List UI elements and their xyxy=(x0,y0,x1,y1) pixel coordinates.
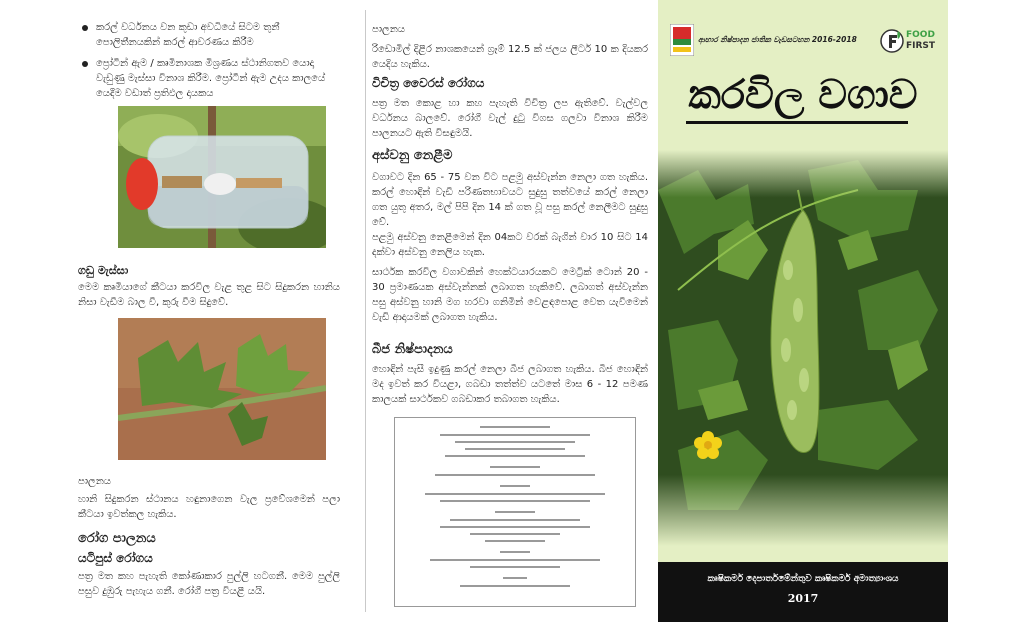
control-heading: පාලනය xyxy=(78,476,111,487)
seed-heading: බීජ නිෂ්පාදනය xyxy=(372,342,453,357)
food-first-logo xyxy=(880,28,940,54)
ministry-logo-icon xyxy=(670,24,694,56)
cover-footer xyxy=(658,562,948,622)
title-underline xyxy=(686,121,908,124)
bitter-gourd-photo xyxy=(658,150,948,546)
program-line: ආහාර නිෂ්පාදන ජාතික වැඩසටහන 2016-2018 xyxy=(698,35,857,44)
control-heading: පාලනය xyxy=(372,24,405,35)
seed-text: හොඳින් පැසී ඉදුණු කරල් නෙලා බීජ ලබාගත හැකිය. බීජ හොඳින් මද ඉවත් කර වියළා, ගබඩා තත්ත්ව යටතේ මාස 6 - 12 පමණ කාලයක් සාර්ථකව ගබඩාකර තබාගත හැකිය. xyxy=(372,364,648,405)
ministry-logo xyxy=(670,24,694,56)
cover-panel xyxy=(658,0,948,622)
footer-year: 2017 xyxy=(787,592,819,605)
food-first-f-icon xyxy=(880,29,904,53)
left-column xyxy=(78,0,360,622)
virus-heading: විචිත්‍ර වෛරස් රෝගය xyxy=(372,76,485,90)
fly-trap-photo xyxy=(118,106,326,248)
gall-fly-text: මෙම කෘමියාගේ කීටයා කරවිල වැළ තුළ සිට සිදුකරන හානිය නිසා වැඩීම බාල වී, කුරු වීම සිදුවේ. xyxy=(78,282,340,308)
harvest-text-3: සාර්ථක කරවිල වගාවකින් හෙක්ටයාරයකට මෙට්‍රික් ටොන් 20 - 30 ප්‍රමාණයක අස්වැන්නක් ලබාගත හැකිවේ. ලබාගත් අස්වැන්න පසු අස්වනු හානි මග හරවා ගනිමින් වෙළඳපොළ වෙත යැවීමෙන් වැඩි ආදායමක් ලබාගත හැකිය. xyxy=(372,267,648,323)
gall-fly-heading: ගඩු මැස්සා xyxy=(78,264,129,277)
footer-department-line: කෘෂිකර්ම දෙපාර්තමේන්තුව කෘෂිකර්ම අමාත්‍යාංශය xyxy=(707,574,899,584)
disease-control-heading: රෝග පාලනය xyxy=(78,531,156,546)
food-first-bottom: FIRST xyxy=(906,41,936,51)
yellow-spot-text: පත්‍ර මත කහ පැහැති කෝණාකාර පුල්ලි හටගනී. මෙම පුල්ලි පසුව දුඹුරු පැහැය ගනී. රෝගී පත්‍ර වියළී යයි. xyxy=(78,571,340,597)
fly-trap-illustration xyxy=(118,106,326,248)
control-text: රිඩොමිල් දිළීර නාශකයෙන් ග්‍රෑම් 12.5 ක් ජලය ලීටර් 10 ක දියකර යෙදිය හැකිය. xyxy=(372,44,648,70)
harvest-heading: අස්වනු නෙළීම xyxy=(372,148,453,163)
food-first-top: FOOD xyxy=(906,30,935,40)
harvest-text-2: පළමු අස්වනු නෙළීමෙන් දින 04කට වරක් බැගින් වාර 10 සිට 14 දක්වා අස්වනු නෙලිය හැක. xyxy=(372,232,648,258)
bitter-gourd-illustration xyxy=(658,150,948,546)
bullet-item: කරල් වර්ධනය වන කුඩා අවධියේ සිටම තුනී පොලිතීනයකින් කරල් ආවරණය කිරීම xyxy=(78,20,340,50)
bullet-list xyxy=(78,20,340,107)
control-text: හානි සිදුකරන ස්ථානය හඳුනාගෙන වැල ප්‍රවේශමෙන් පලා කීටයා ඉවත්කල හැකිය. xyxy=(78,494,340,520)
harvest-text-1: වගාවට දින 65 - 75 වන විට පළමු අස්වැන්න නෙලා ගත හැකිය. කරල් හොඳින් වැඩී පරිණතභාවයට සුදුසු තත්වයේ කරල් නෙලා ගත යුතු අතර, මල් පිපි දින 14 ක් ගත වූ පසු කරල් නෙලීමට සුදුසු වේ. xyxy=(372,172,648,228)
fold-line xyxy=(365,10,366,612)
cover-title: කරවිල වගාව xyxy=(688,72,918,118)
virus-text: පත්‍ර මත කොළ හා කහ පැහැති විචිත්‍ර ලප ඇතිවේ. වැල්වල වර්ධනය බාලවේ. රෝගී වැල් දුටු විගස ගලවා විනාශ කිරීම පාලනයට ඇති විසඳුමයි. xyxy=(372,98,648,139)
credits-box xyxy=(394,417,636,607)
credits-small-print xyxy=(395,418,635,606)
gall-damage-illustration xyxy=(118,318,326,460)
gall-damage-photo xyxy=(118,318,326,460)
bullet-item: ප්‍රෝටීන් ඇම / කෘමිනාශක මිශ්‍රණය ස්ථානිගතව යොදා වැඩුණු මැස්සා විනාශ කිරීම. ප්‍රෝටීන් ඇම උදය කාලයේ යෙදීම වඩාත් ප්‍රතිඵල දායකය xyxy=(78,56,340,101)
yellow-spot-heading: යටිපුස් රෝගය xyxy=(78,551,153,565)
